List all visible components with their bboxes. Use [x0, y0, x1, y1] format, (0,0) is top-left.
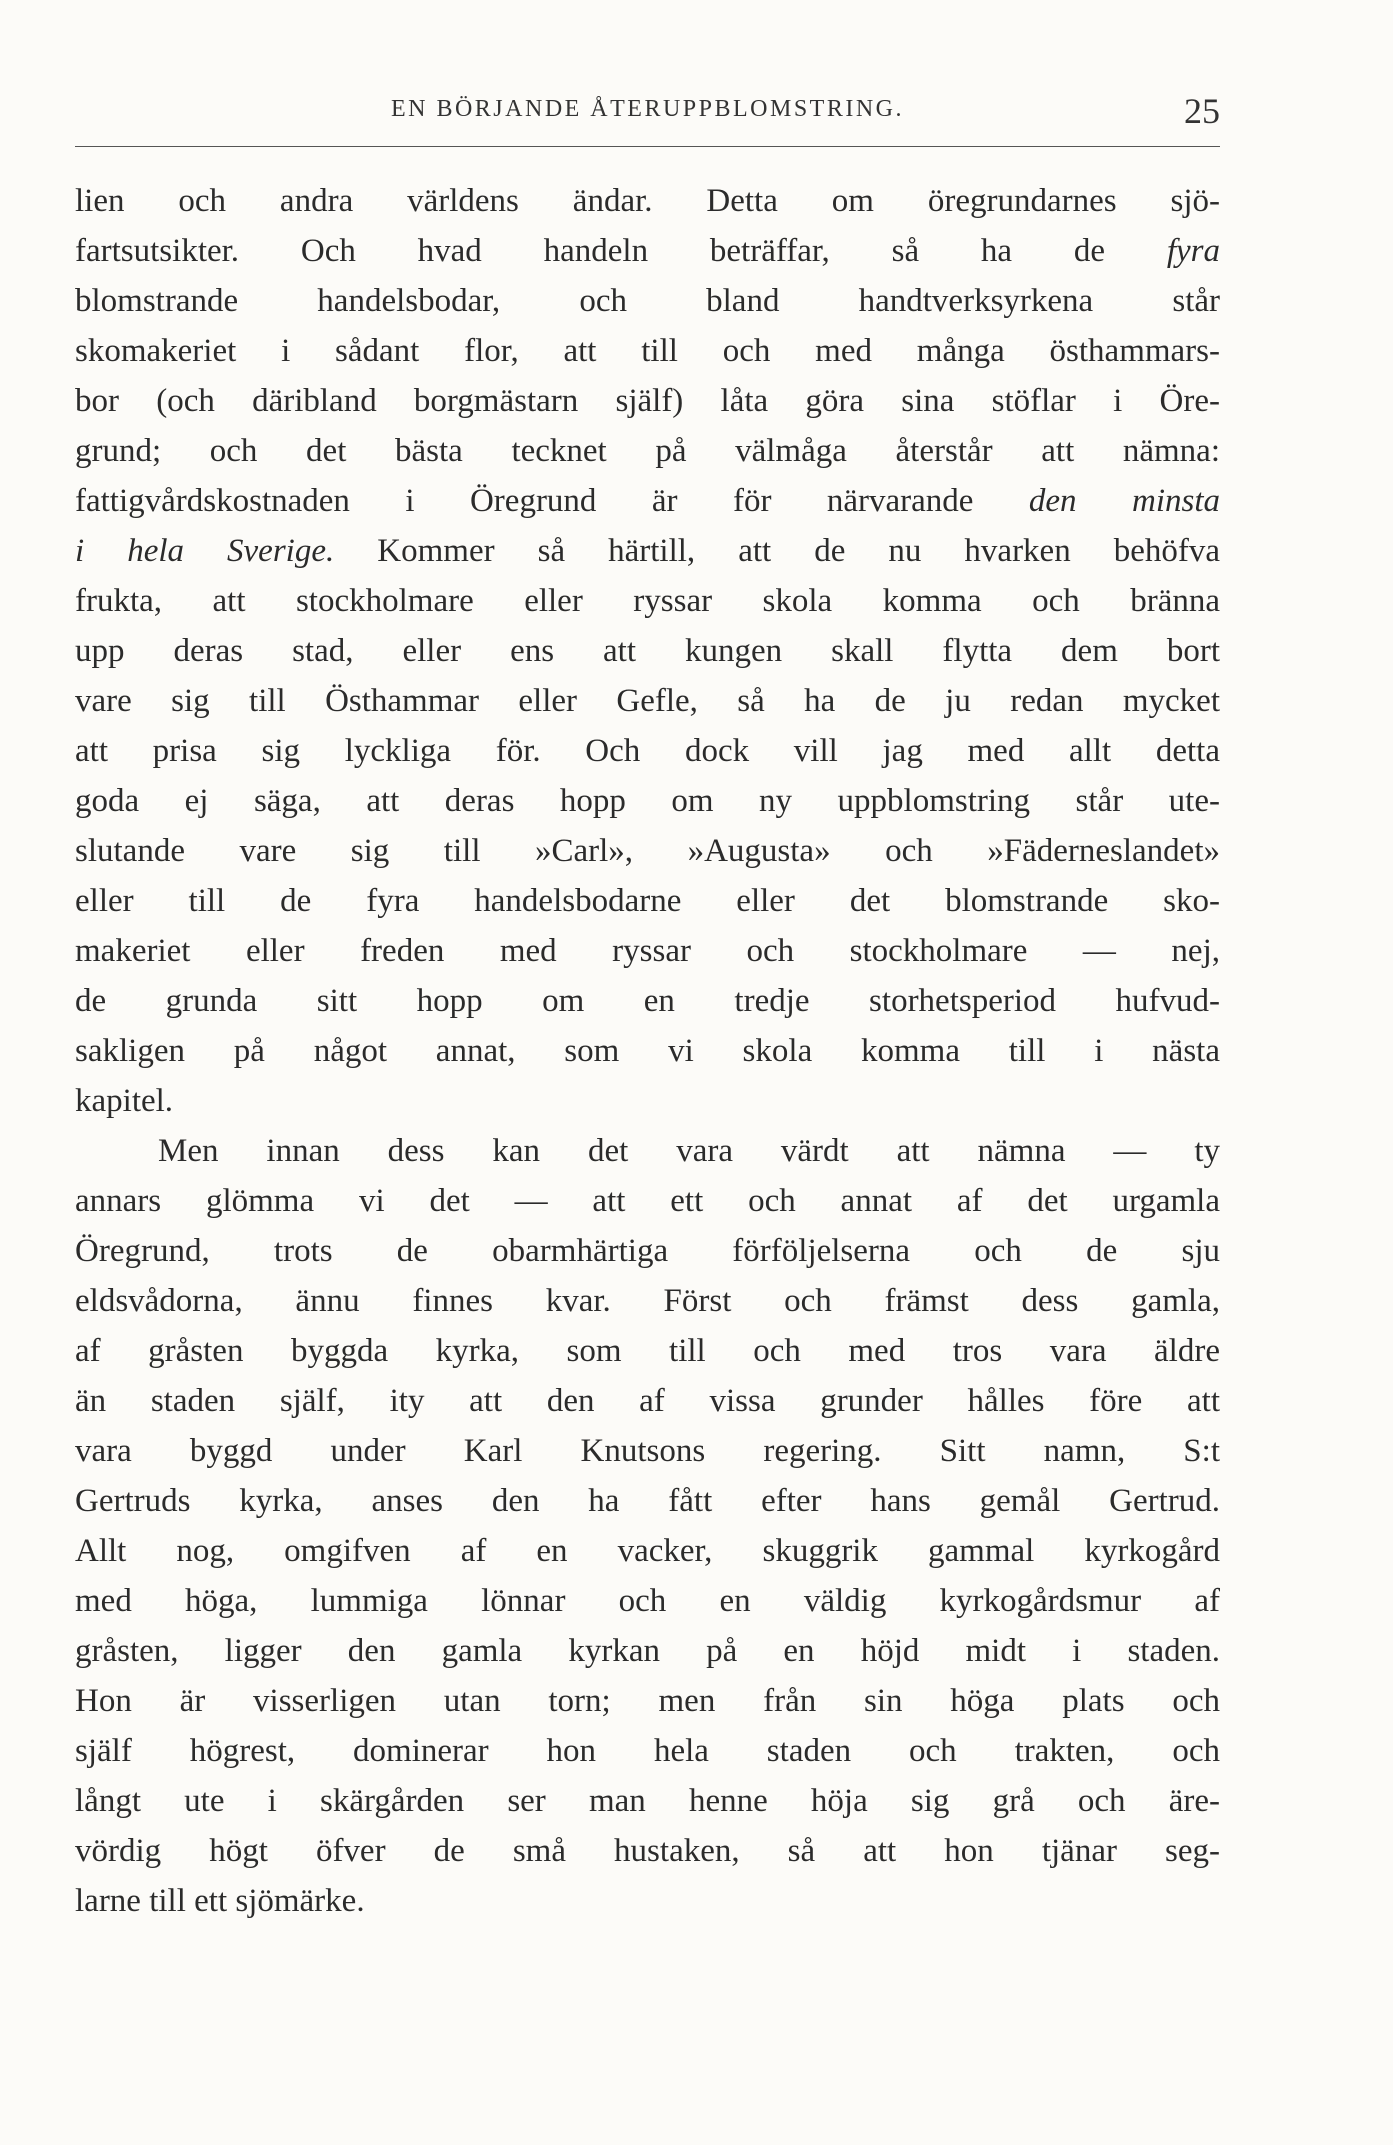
- text-line: gråsten, ligger den gamla kyrkan på en höjd midt i staden.: [75, 1633, 1220, 1669]
- text-line: kapitel.: [75, 1083, 174, 1119]
- text-line: grund; och det bästa tecknet på välmåga återstår att nämna:: [75, 433, 1220, 469]
- text-line: bor (och däribland borgmästarn själf) låta göra sina stöflar i Öre-: [75, 383, 1220, 419]
- text-line: vare sig till Östhammar eller Gefle, så ha de ju redan mycket: [75, 683, 1220, 719]
- text-line: slutande vare sig till »Carl», »Augusta» och »Fäderneslandet»: [75, 833, 1220, 869]
- page-number: 25: [1184, 91, 1220, 131]
- text-line: med höga, lummiga lönnar och en väldig kyrkogårdsmur af: [75, 1583, 1220, 1619]
- text-line: än staden själf, ity att den af vissa grunder hålles före att: [75, 1383, 1220, 1419]
- text-line: eller till de fyra handelsbodarne eller det blomstrande sko-: [75, 883, 1220, 919]
- text-line: lien och andra världens ändar. Detta om öregrundarnes sjö-: [75, 183, 1220, 219]
- header-rule: [75, 146, 1220, 147]
- text-line: blomstrande handelsbodar, och bland handtverksyrkena står: [75, 283, 1220, 319]
- text-line: Allt nog, omgifven af en vacker, skuggrik gammal kyrkogård: [75, 1533, 1220, 1569]
- text-line: skomakeriet i sådant flor, att till och med många östhammars-: [75, 333, 1220, 369]
- text-line: makeriet eller freden med ryssar och stockholmare — nej,: [75, 933, 1220, 969]
- text-line: sakligen på något annat, som vi skola komma till i nästa: [75, 1033, 1220, 1069]
- text-line: Gertruds kyrka, anses den ha fått efter hans gemål Gertrud.: [75, 1483, 1220, 1519]
- italic-word: fyra: [1166, 233, 1220, 269]
- text-line: Men innan dess kan det vara värdt att nämna — ty: [158, 1133, 1220, 1169]
- text-line: långt ute i skärgården ser man henne höja sig grå och äre-: [75, 1783, 1220, 1819]
- text-line: fattigvårdskostnaden i Öregrund är för närvarande den minsta: [75, 483, 1221, 519]
- running-head: [75, 91, 1220, 136]
- running-title: EN BÖRJANDE ÅTERUPPBLOMSTRING.: [390, 96, 905, 122]
- italic-phrase: den minsta: [1028, 483, 1221, 519]
- text-line: af gråsten byggda kyrka, som till och med tros vara äldre: [75, 1333, 1220, 1369]
- body-text: [75, 176, 1220, 1926]
- text-line: larne till ett sjömärke.: [75, 1883, 365, 1919]
- text-line: i hela Sverige. Kommer så härtill, att de nu hvarken behöfva: [75, 533, 1221, 569]
- text-line: eldsvådorna, ännu finnes kvar. Först och främst dess gamla,: [75, 1283, 1220, 1319]
- text-line: fartsutsikter. Och hvad handeln beträffar, så ha de fyra: [75, 233, 1220, 269]
- text-line: upp deras stad, eller ens att kungen skall flytta dem bort: [75, 633, 1220, 669]
- text-line: att prisa sig lyckliga för. Och dock vill jag med allt detta: [75, 733, 1220, 769]
- text-line: själf högrest, dominerar hon hela staden och trakten, och: [75, 1733, 1220, 1769]
- text-line: vara byggd under Karl Knutsons regering. Sitt namn, S:t: [75, 1433, 1220, 1469]
- text-line: frukta, att stockholmare eller ryssar skola komma och bränna: [75, 583, 1220, 619]
- text-line: de grunda sitt hopp om en tredje storhetsperiod hufvud-: [75, 983, 1220, 1019]
- text-line: vördig högt öfver de små hustaken, så att hon tjänar seg-: [75, 1833, 1220, 1869]
- text-line: Öregrund, trots de obarmhärtiga förföljelserna och de sju: [75, 1233, 1220, 1269]
- italic-phrase: i hela Sverige.: [75, 533, 335, 569]
- text-line: Hon är visserligen utan torn; men från sin höga plats och: [75, 1683, 1220, 1719]
- text-line: annars glömma vi det — att ett och annat af det urgamla: [75, 1183, 1220, 1219]
- text-line: goda ej säga, att deras hopp om ny uppblomstring står ute-: [75, 783, 1220, 819]
